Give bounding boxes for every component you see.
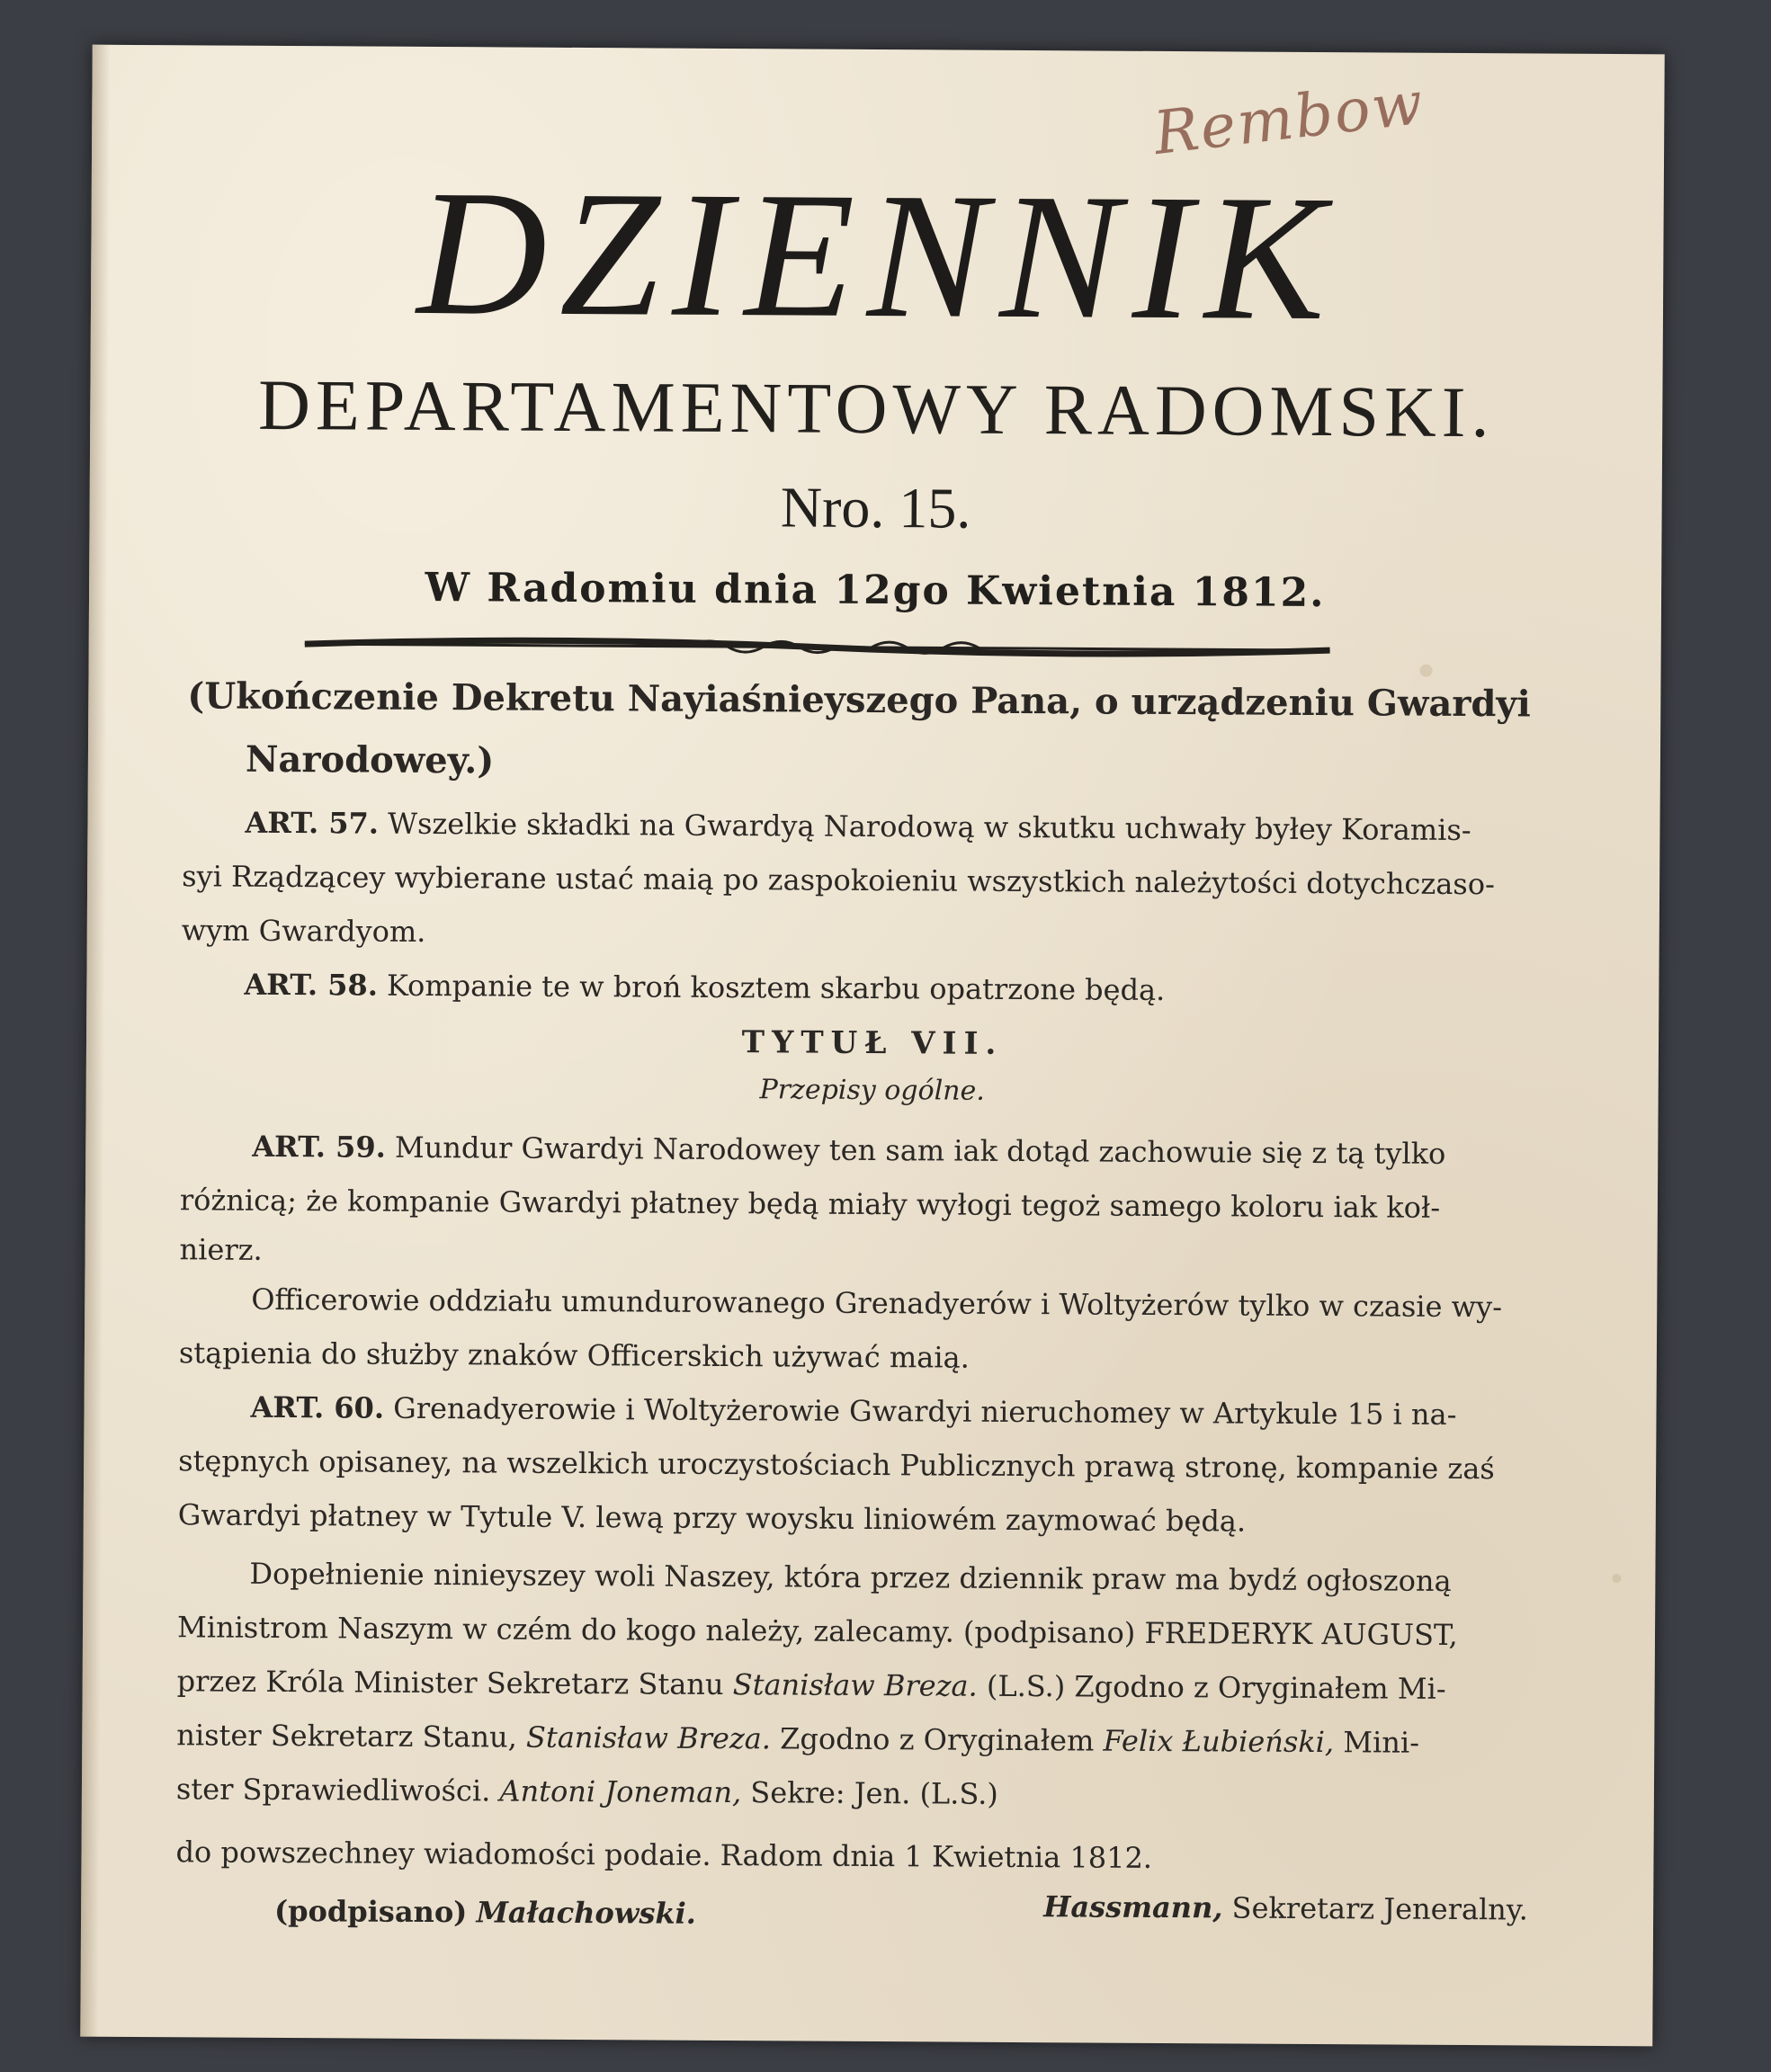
closing-line-2: Ministrom Naszym w czém do kogo należy, zalecamy. (podpisano) FREDERYK AUGUST,: [176, 1610, 1458, 1652]
closing-line-4: [176, 1718, 1419, 1759]
art-60-line-1: [250, 1390, 1456, 1432]
art-59-label: ART. 59.: [252, 1129, 386, 1165]
closing-line-6: do powszechney wiadomości podaie. Radom dnia 1 Kwietnia 1812.: [175, 1835, 1153, 1875]
issue-number: Nro. 15.: [780, 475, 971, 540]
signature-left-name: Małachowski.: [476, 1895, 696, 1931]
closing-line-5: [176, 1772, 998, 1811]
title-vii-subheading: Przepisy ogólne.: [759, 1074, 985, 1107]
officers-line-2: stąpienia do służby znaków Officerskich używać maią.: [178, 1335, 970, 1375]
art-57-line-3: wym Gwardyom.: [181, 913, 426, 949]
art-59-text-1: Mundur Gwardyi Narodowey ten sam iak dotąd zachowuie się z tą tylko: [394, 1130, 1446, 1171]
closing-line-5-text-b: Sekre: Jen. (L.S.): [750, 1775, 998, 1811]
closing-line-3: [177, 1664, 1446, 1706]
masthead-title: DZIENNIK: [416, 153, 1338, 359]
art-60-label: ART. 60.: [250, 1389, 385, 1425]
closing-line-4-text-a: nister Sekretarz Stanu,: [176, 1718, 517, 1755]
closing-line-4-signature: Stanisław Breza.: [525, 1719, 772, 1756]
closing-line-4-text-b: Zgodno z Oryginałem: [780, 1721, 1095, 1758]
issue-date: W Radomiu dnia 12go Kwietnia 1812.: [425, 564, 1326, 617]
foxing-spot: [1420, 665, 1433, 677]
closing-line-5-text-a: ster Sprawiedliwości.: [175, 1772, 491, 1809]
signature-right-name: Hassmann,: [1043, 1889, 1223, 1925]
newspaper-page: [80, 45, 1664, 2047]
intro-line-1: (Ukończenie Dekretu Nayiaśnieyszego Pana, o urządzeniu Gwardyi: [187, 674, 1531, 726]
intro-line-2: Narodowey.): [245, 737, 495, 782]
art-59-line-1: [252, 1130, 1445, 1171]
closing-line-5-signature: Antoni Joneman,: [499, 1773, 742, 1810]
signature-left: [274, 1894, 696, 1931]
closing-line-3-text-a: przez Króla Minister Sekretarz Stanu: [176, 1664, 724, 1702]
art-57-label: ART. 57.: [245, 805, 380, 841]
art-59-line-3: nierz.: [179, 1232, 263, 1267]
closing-line-4-text-c: Mini-: [1343, 1725, 1420, 1760]
art-57-text-1: Wszelkie składki na Gwardyą Narodową w skutku uchwały byłey Koramis-: [388, 806, 1471, 848]
closing-line-3-text-b: (L.S.) Zgodno z Oryginałem Mi-: [986, 1668, 1446, 1706]
art-57-line-2: syi Rządzącey wybierane ustać maią po zaspokoieniu wszystkich należytości dotychczaso-: [182, 859, 1495, 902]
art-59-line-2: różnicą; że kompanie Gwardyi płatney będą miały wyłogi tegoż samego koloru iak koł-: [179, 1183, 1441, 1225]
art-60-line-2: stępnych opisaney, na wszelkich uroczystościach Publicznych prawą stronę, kompanie zaś: [178, 1443, 1495, 1487]
closing-line-3-signature: Stanisław Breza.: [732, 1667, 978, 1703]
masthead-subtitle: DEPARTAMENTOWY RADOMSKI.: [257, 365, 1495, 453]
art-60-line-3: Gwardyi płatney w Tytule V. lewą przy woysku liniowém zaymować będą.: [177, 1497, 1247, 1539]
title-vii-heading: TYTUŁ VII.: [741, 1024, 1004, 1062]
ornamental-rule: [305, 630, 1330, 664]
art-57-line-1: [245, 806, 1471, 847]
art-58-text-1: Kompanie te w broń kosztem skarbu opatrzone będą.: [386, 968, 1166, 1007]
art-60-text-1: Grenadyerowie i Woltyżerowie Gwardyi nieruchomey w Artykule 15 i na-: [393, 1390, 1457, 1432]
signature-right-title: Sekretarz Jeneralny.: [1231, 1890, 1528, 1927]
closing-line-4-signature-2: Felix Łubieński,: [1103, 1723, 1335, 1760]
signature-right: [1043, 1889, 1528, 1926]
art-58-label: ART. 58.: [244, 967, 379, 1003]
art-58-line-1: [244, 968, 1165, 1007]
officers-line-1: Officerowie oddziału umundurowanego Grenadyerów i Woltyżerów tylko w czasie wy-: [251, 1282, 1503, 1325]
handwritten-note: Rembow: [1149, 67, 1428, 169]
foxing-spot: [1612, 1574, 1621, 1583]
signature-left-prefix: (podpisano): [273, 1893, 468, 1930]
closing-line-1: Dopełnienie ninieyszey woli Naszey, która przez dziennik praw ma bydź ogłoszoną: [249, 1556, 1452, 1598]
